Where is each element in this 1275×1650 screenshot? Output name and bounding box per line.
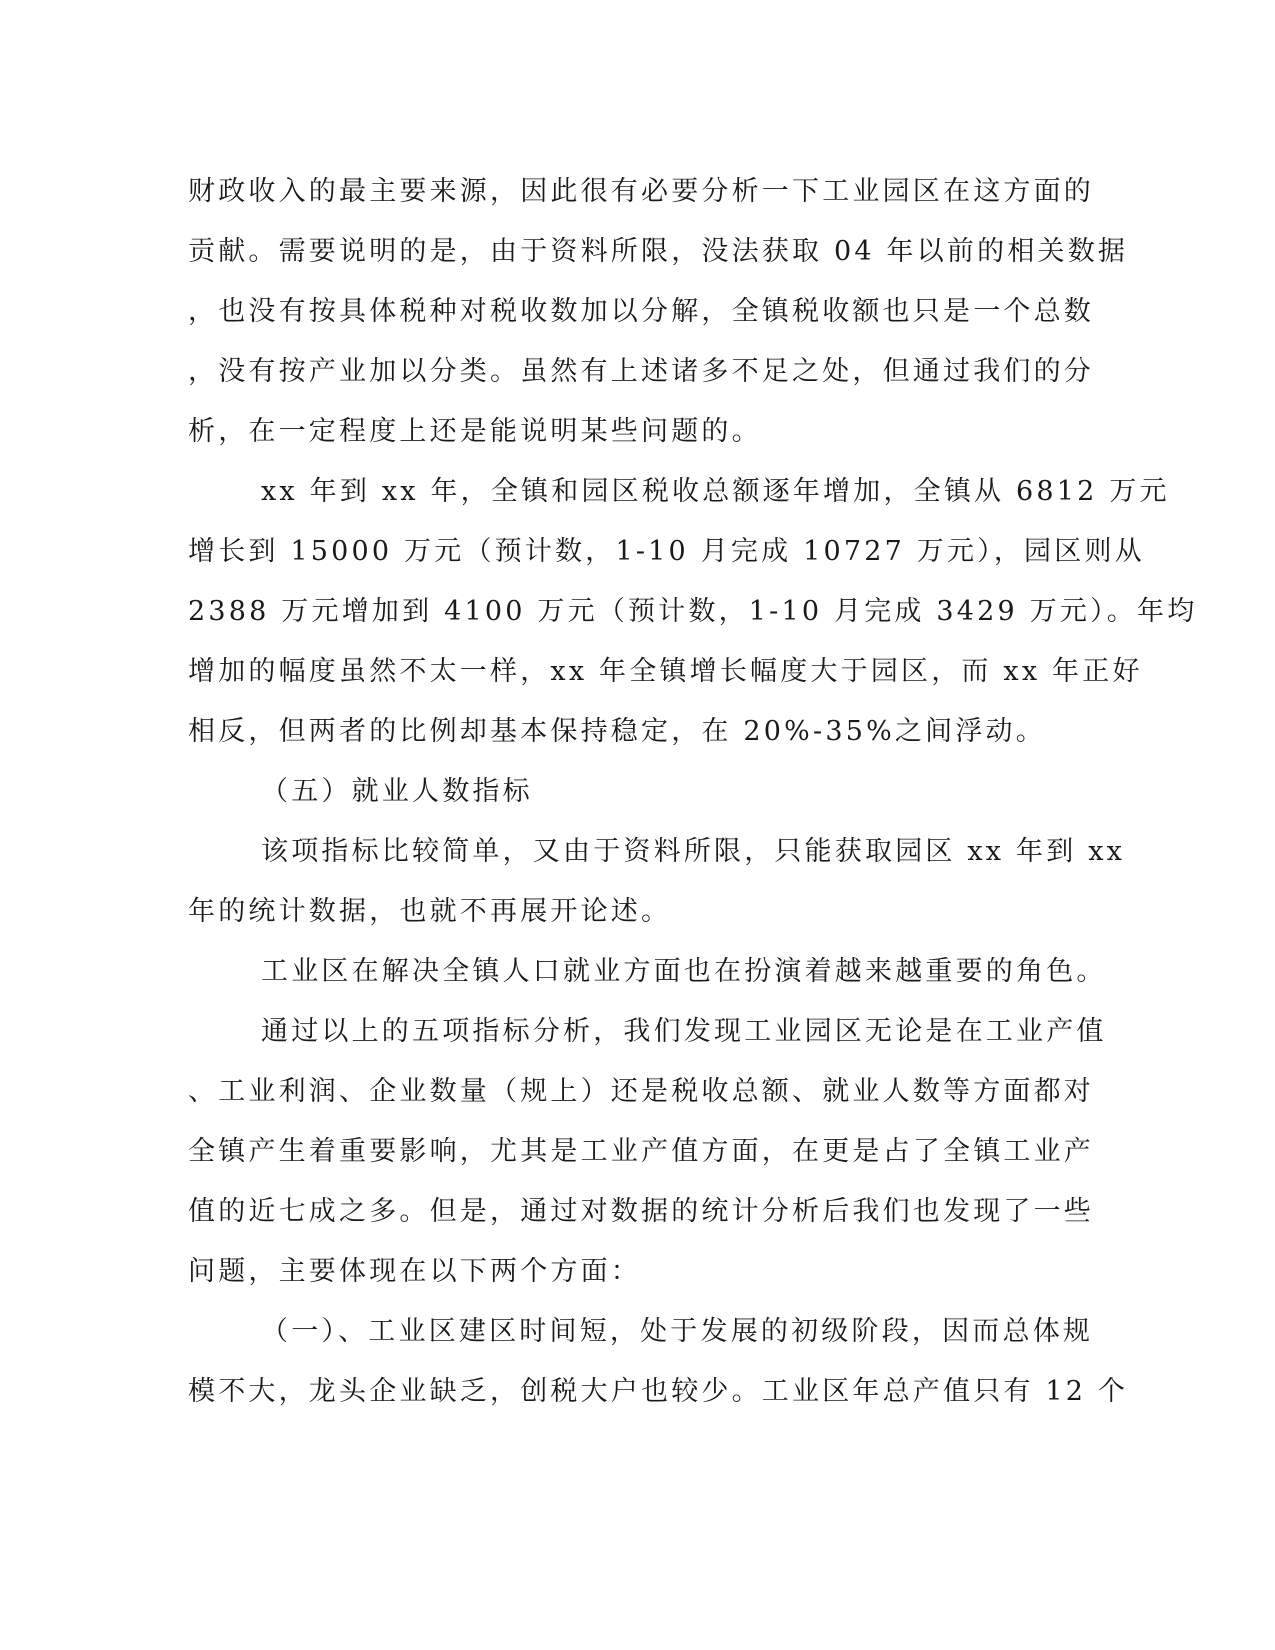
text-line-4: ，没有按产业加以分类。虽然有上述诸多不足之处，但通过我们的分: [188, 356, 1094, 387]
text-line-13: 年的统计数据，也就不再展开论述。: [188, 896, 672, 927]
text-line-5: 析，在一定程度上还是能说明某些问题的。: [188, 416, 762, 447]
text-line-6: xx 年到 xx 年，全镇和园区税收总额逐年增加，全镇从 6812 万元: [261, 476, 1170, 507]
text-line-1: 财政收入的最主要来源，因此很有必要分析一下工业园区在这方面的: [188, 176, 1094, 207]
text-line-14: 工业区在解决全镇人口就业方面也在扮演着越来越重要的角色。: [261, 956, 1107, 987]
text-line-3: ，也没有按具体税种对税收数加以分解，全镇税收额也只是一个总数: [188, 296, 1094, 327]
text-line-9: 增加的幅度虽然不太一样，xx 年全镇增长幅度大于园区，而 xx 年正好: [188, 656, 1143, 687]
text-line-17: 全镇产生着重要影响，尤其是工业产值方面，在更是占了全镇工业产: [188, 1136, 1094, 1167]
text-line-15: 通过以上的五项指标分析，我们发现工业园区无论是在工业产值: [261, 1016, 1107, 1047]
section-heading-5: （五）就业人数指标: [261, 776, 533, 807]
text-line-20: （一）、工业区建区时间短，处于发展的初级阶段，因而总体规: [261, 1316, 1094, 1347]
text-line-19: 问题，主要体现在以下两个方面：: [188, 1256, 641, 1287]
text-line-18: 值的近七成之多。但是，通过对数据的统计分析后我们也发现了一些: [188, 1196, 1094, 1227]
text-line-21: 模不大，龙头企业缺乏，创税大户也较少。工业区年总产值只有 12 个: [188, 1376, 1129, 1407]
text-line-10: 相反，但两者的比例却基本保持稳定，在 20%-35%之间浮动。: [188, 716, 1046, 747]
body-text: [188, 162, 1198, 1422]
text-line-7: 增长到 15000 万元（预计数，1-10 月完成 10727 万元），园区则从: [188, 536, 1145, 567]
text-line-8: 2388 万元增加到 4100 万元（预计数，1-10 月完成 3429 万元）。年均: [188, 596, 1198, 627]
text-line-12: 该项指标比较简单，又由于资料所限，只能获取园区 xx 年到 xx: [261, 836, 1126, 867]
text-line-2: 贡献。需要说明的是，由于资料所限，没法获取 04 年以前的相关数据: [188, 236, 1129, 267]
text-line-16: 、工业利润、企业数量（规上）还是税收总额、就业人数等方面都对: [188, 1076, 1094, 1107]
